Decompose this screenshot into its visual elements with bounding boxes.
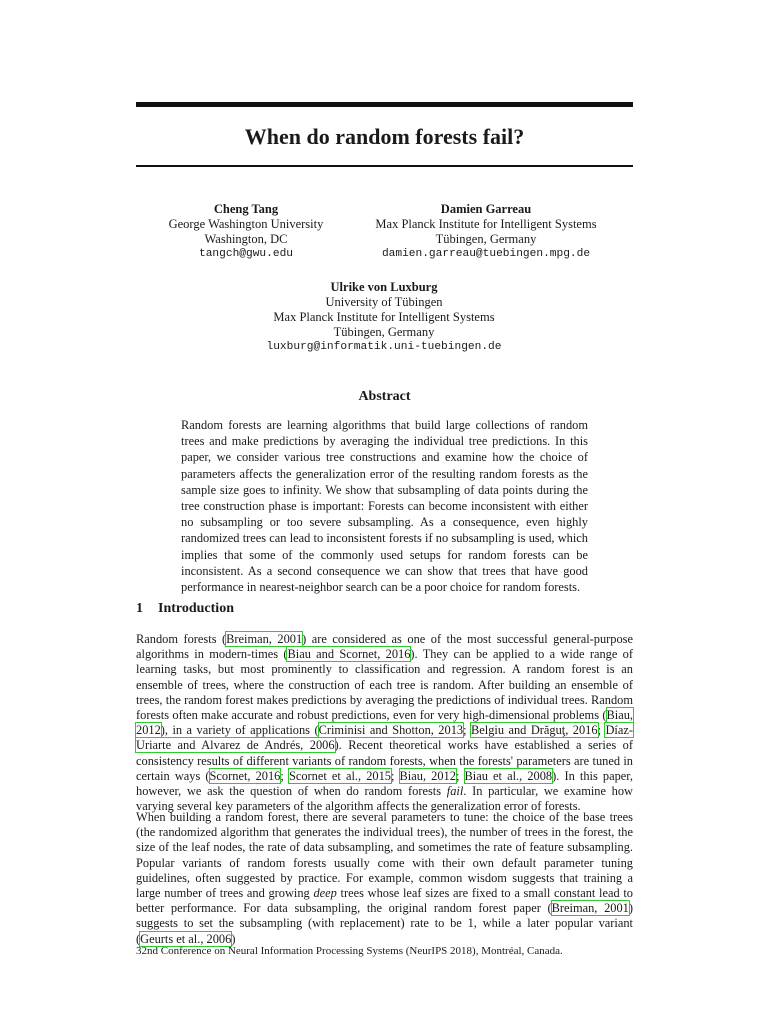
body-text: ). Recent theoretical works have established a series of consistency results of different variants of random forests, when the forests' parameters are tuned in certain ways ( xyxy=(136,738,633,783)
title-top-rule xyxy=(136,102,633,107)
citation-link[interactable]: Scornet, 2016 xyxy=(209,768,281,783)
section-number: 1 xyxy=(136,601,143,616)
title-bottom-rule xyxy=(136,165,633,167)
body-text: ). They can be applied to a wide range of learning tasks, but most prominently to classification and regression. A random forest is an ensemble of trees, where the construction of each tree is random. After building an ensemble of trees, the random forest makes predictions by averaging the predictions of individual trees. Random forests often make accurate and robust predictions, even for very high-dimensional problems ( xyxy=(136,647,633,723)
author-location: Tübingen, Germany xyxy=(435,232,537,246)
body-text: trees whose leaf sizes are fixed to a small constant lead to better performance. For data subsampling, the original random forest paper ( xyxy=(136,886,633,916)
citation-link[interactable]: Geurts et al., 2006 xyxy=(140,931,232,946)
section-heading xyxy=(136,601,234,617)
body-text: Random forests ( xyxy=(136,632,227,646)
author-email: damien.garreau@tuebingen.mpg.de xyxy=(381,248,591,260)
citation-link[interactable]: Breiman, 2001 xyxy=(226,632,303,646)
author-block-2 xyxy=(358,202,614,262)
citation-link[interactable]: Biau, 2012 xyxy=(136,708,633,738)
author-email: luxburg@informatik.uni-tuebingen.de xyxy=(266,341,502,353)
citation-link[interactable]: Díaz-Uriarte and Alvarez de Andrés, 2006 xyxy=(136,723,634,753)
body-text: When building a random forest, there are several parameters to tune: the choice of the base trees (the randomized algorithm that generates the individual trees), the number of trees in the forest, the size of the leaf nodes, the rate of data subsampling, and sometimes the rate of feature subsampling. Popular variants of random forests usually come with their own default parameter tuning guidelines, often suggested by practice. For example, common wisdom suggests that training a large number of trees and growing xyxy=(136,810,633,901)
author-affiliation: Max Planck Institute for Intelligent Systems xyxy=(375,217,597,231)
paper-title: When do random forests fail? xyxy=(244,124,525,149)
body-text: ) suggests to set the subsampling (with replacement) rate to be 1, while a later popular variant ( xyxy=(136,901,633,946)
section-title: Introduction xyxy=(158,601,234,616)
author-name: Ulrike von Luxburg xyxy=(330,280,438,294)
citation-link[interactable]: Criminisi and Shotton, 2013 xyxy=(318,723,464,738)
author-affiliation: University of Tübingen xyxy=(325,295,443,309)
citation-link[interactable]: Scornet et al., 2015 xyxy=(288,768,391,783)
author-block-3 xyxy=(236,280,532,355)
author-affiliation-2: Max Planck Institute for Intelligent Systems xyxy=(273,310,495,324)
citation-link[interactable]: Breiman, 2001 xyxy=(551,901,629,916)
author-affiliation: George Washington University xyxy=(168,217,324,231)
citation-link[interactable]: Belgiu and Drăguţ, 2016 xyxy=(471,723,598,738)
intro-paragraph-1 xyxy=(136,632,633,814)
citation-link[interactable]: Biau, 2012 xyxy=(399,768,456,783)
author-email: tangch@gwu.edu xyxy=(199,248,293,260)
body-text: ) xyxy=(231,931,236,946)
body-text: ) are considered as one of the most successful general-purpose algorithms in modern-times ( xyxy=(136,632,633,662)
emphasis-text: fail xyxy=(446,784,464,799)
author-name: Cheng Tang xyxy=(213,202,279,216)
body-text: . In particular, we examine how varying several key parameters of the algorithm affects the generalization error of forests. xyxy=(136,784,634,814)
author-name: Damien Garreau xyxy=(440,202,532,216)
body-text: ; xyxy=(280,768,289,783)
citation-link[interactable]: Biau and Scornet, 2016 xyxy=(287,647,411,662)
abstract-text: Random forests are learning algorithms that build large collections of random trees and make predictions by averaging the individual tree predictions. In this paper, we consider various tree constructions and examine how the choice of parameters affects the generalization error of the resulting random forests as the sample size goes to infinity. We show that subsampling of data points during the tree construction phase is important: Forests can become inconsistent with either no subsampling or too severe subsampling. As a consequence, even highly randomized trees can lead to inconsistent forests if no subsampling is used, which implies that some of the commonly used setups for random forests can be inconsistent. As a second consequence we can show that trees that have good performance in nearest-neighbor search can be a poor choice for random forests. xyxy=(181,418,588,595)
author-location: Washington, DC xyxy=(204,232,288,246)
body-text: ; xyxy=(390,768,400,783)
body-text: ; xyxy=(597,723,606,738)
conference-footnote: 32nd Conference on Neural Information Processing Systems (NeurIPS 2018), Montréal, Canada. xyxy=(136,945,563,957)
author-location: Tübingen, Germany xyxy=(333,325,435,339)
author-block-1 xyxy=(148,202,344,262)
body-text: ; xyxy=(463,723,471,738)
body-text: ; xyxy=(455,768,465,783)
abstract-heading: Abstract xyxy=(358,389,411,404)
emphasis-text: deep xyxy=(313,886,337,901)
body-text: ), in a variety of applications ( xyxy=(160,723,319,738)
citation-link[interactable]: Biau et al., 2008 xyxy=(464,768,553,783)
body-text: ). In this paper, however, we ask the question of when do random forests xyxy=(136,768,634,799)
intro-paragraph-2 xyxy=(136,810,633,947)
